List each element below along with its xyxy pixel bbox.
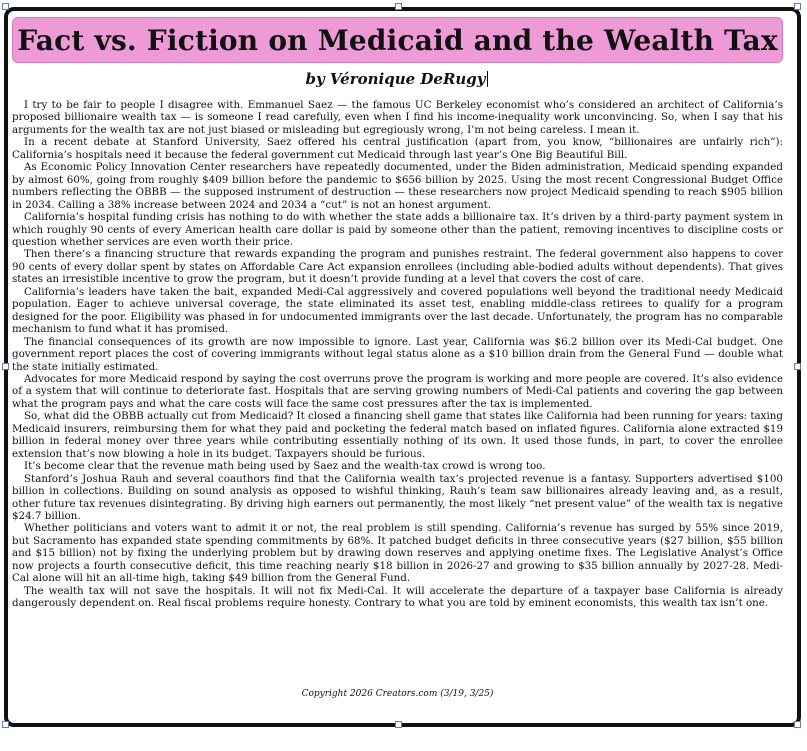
paragraph: Then there’s a financing structure that rewards expanding the program and punishes restraint. The federal government also happens to cover 90 cents of every dollar spent by states on Affordable Care Act expansion enrollees (including able-bodied adults without dependents). That gives states an irresistible incentive to grow the program, but it doesn’t provide funding at a level that covers the cost of care.	[12, 248, 783, 286]
text-cursor	[487, 71, 488, 87]
paragraph: Advocates for more Medicaid respond by saying the cost overruns prove the program is working and more people are covered. It’s also evidence of a system that will continue to deteriorate fast. Hospitals that are serving growing numbers of Medi-Cal patients and covering the gap between what the program pays and what the care costs will face the same cost pressures after the tax is implemented.	[12, 372, 783, 410]
paragraph: In a recent debate at Stanford University, Saez offered his central justification (apart from, you know, “billionaires are unfairly rich”): California’s hospitals need it because the federal government cut Medicaid through last year’s One Big Beautiful Bill.	[12, 136, 783, 161]
resize-handle-bottom-left[interactable]	[2, 721, 9, 728]
resize-handle-bottom-right[interactable]	[794, 721, 801, 728]
paragraph: As Economic Policy Innovation Center researchers have repeatedly documented, under the Biden administration, Medicaid spending expanded by almost 60%, going from roughly $409 billion before the pandemic to $656 billion by 2025. Using the most recent Congressional Budget Office numbers reflecting the OBBB — the supposed instrument of destruction — these researchers now project Medicaid spending to reach $905 billion in 2034. Calling a 38% increase between 2024 and 2034 a “cut” is not an honest argument.	[12, 161, 783, 211]
paragraph: It’s become clear that the revenue math being used by Saez and the wealth-tax crowd is wrong too.	[24, 460, 546, 473]
headline-banner	[12, 17, 783, 63]
resize-handle-top-center[interactable]	[395, 3, 402, 10]
byline	[12, 70, 781, 88]
paragraph: So, what did the OBBB actually cut from Medicaid? It closed a financing shell game that states like California had been running for years: taxing Medicaid insurers, reimbursing them for what they paid and pocketing the federal match based on inflated figures. California alone extracted $19 billion in federal money over three years while contributing essentially nothing of its own. It used those funds, in part, to cover the enrollee extension that’s now blowing a hole in its budget. Taxpayers should be furious.	[12, 410, 783, 460]
article-body[interactable]	[12, 99, 783, 610]
paragraph: California’s hospital funding crisis has nothing to do with whether the state adds a billionaire tax. It’s driven by a third-party payment system in which roughly 90 cents of every American health care dollar is paid by someone other than the patient, removing incentives to discipline costs or question whether services are even worth their price.	[12, 211, 783, 248]
resize-handle-bottom-center[interactable]	[395, 721, 402, 728]
resize-handle-top-left[interactable]	[2, 3, 9, 10]
headline: Fact vs. Fiction on Medicaid and the Wealth Tax	[17, 23, 778, 57]
paragraph: California’s leaders have taken the bait, expanded Medi-Cal aggressively and covered populations well beyond the traditional needy Medicaid population. Eager to achieve universal coverage, the state eliminated its asset test, enabling middle-class retirees to qualify for a program designed for the poor. Eligibility was phased in for undocumented immigrants over the last decade. Unfortunately, the program has no comparable mechanism to fund what it has promised.	[12, 285, 783, 336]
paragraph: Stanford’s Joshua Rauh and several coauthors find that the California wealth tax’s projected revenue is a fantasy. Supporters advertised $100 billion in collections. Building on sound analysis as opposed to wishful thinking, Rauh’s team saw billionaires already leaving and, as a result, other future tax revenues disintegrating. By driving high earners out permanently, the most likely “net present value” of the wealth tax is negative $24.7 billion.	[12, 472, 783, 522]
paragraph: I try to be fair to people I disagree with. Emmanuel Saez — the famous UC Berkeley economist who’s considered an architect of California’s proposed billionaire wealth tax — is someone I read carefully, even when I find his income-inequality work unconvincing. So, when I say that his arguments for the wealth tax are not just biased or misleading but egregiously wrong, I’m not being careless. I mean it.	[12, 99, 783, 136]
resize-handle-middle-left[interactable]	[2, 363, 9, 370]
paragraph: Whether politicians and voters want to admit it or not, the real problem is still spending. California’s revenue has surged by 55% since 2019, but Sacramento has expanded state spending commitments by 68%. It patched budget deficits in three consecutive years ($27 billion, $55 billion and $15 billion) not by fixing the underlying problem but by drawing down reserves and applying onetime fixes. The Legislative Analyst’s Office now projects a fourth consecutive deficit, this time reaching nearly $18 billion in 2026-27 and growing to $35 billion annually by 2027-28. Medi-Cal alone will hit an all-time high, taking $49 billion from the General Fund.	[12, 522, 783, 585]
byline-text: by Véronique DeRugy	[305, 70, 486, 88]
paragraph: The wealth tax will not save the hospitals. It will not fix Medi-Cal. It will accelerate the departure of a taxpayer base California is already dangerously dependent on. Real fiscal problems require honesty. Contrary to what you are told by eminent economists, this wealth tax isn’t one.	[12, 584, 783, 610]
resize-handle-middle-right[interactable]	[794, 363, 801, 370]
resize-handle-top-right[interactable]	[794, 3, 801, 10]
copyright-line: Copyright 2026 Creators.com (3/19, 3/25)	[301, 689, 494, 699]
paragraph: The financial consequences of its growth are now impossible to ignore. Last year, California was $6.2 billion over its Medi-Cal budget. One government report places the cost of covering immigrants without legal status alone as a $10 billion drain from the General Fund — double what the state initially estimated.	[12, 335, 783, 373]
